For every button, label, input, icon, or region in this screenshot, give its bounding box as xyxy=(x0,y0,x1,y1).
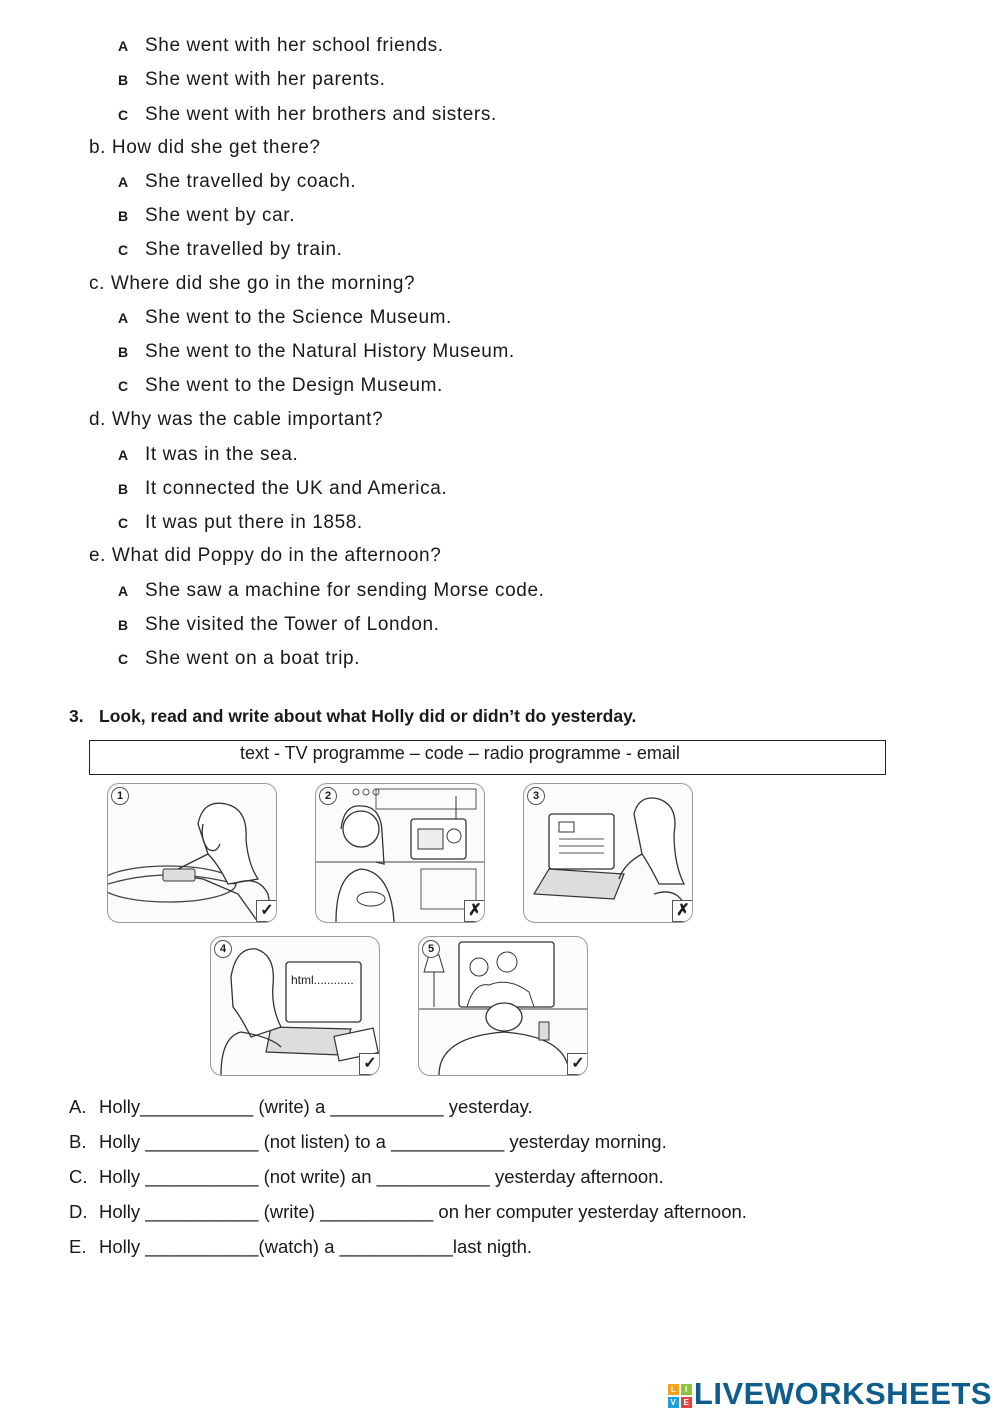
girl-texting-illustration xyxy=(108,784,276,922)
option-text: She travelled by coach. xyxy=(145,171,357,192)
picture-1 xyxy=(107,783,277,923)
option-letter: B xyxy=(118,481,129,497)
sentence-letter: B. xyxy=(69,1131,87,1152)
picture-number: 2 xyxy=(319,787,337,805)
fill-sentence[interactable] xyxy=(69,1166,664,1188)
option-row[interactable] xyxy=(118,648,360,670)
picture-number: 4 xyxy=(214,940,232,958)
check-mark-icon: ✓ xyxy=(256,900,277,922)
option-text: It was put there in 1858. xyxy=(145,512,363,533)
picture-number: 1 xyxy=(111,787,129,805)
logo-icon-tile: L xyxy=(668,1384,679,1395)
option-text: It connected the UK and America. xyxy=(145,478,448,499)
option-row[interactable] xyxy=(118,444,298,466)
fill-sentence[interactable] xyxy=(69,1131,667,1153)
fill-sentence[interactable] xyxy=(69,1201,747,1223)
option-row[interactable] xyxy=(118,104,497,126)
logo-icon-tile: V xyxy=(668,1397,679,1408)
logo-icon xyxy=(668,1384,692,1408)
section-title-text: Look, read and write about what Holly did or didn’t do yesterday. xyxy=(99,706,637,726)
option-letter: A xyxy=(118,174,129,190)
picture-5 xyxy=(418,936,588,1076)
picture-number: 5 xyxy=(422,940,440,958)
question-e: e. What did Poppy do in the afternoon? xyxy=(89,545,442,566)
option-text: She went on a boat trip. xyxy=(145,648,361,669)
option-row[interactable] xyxy=(118,341,515,363)
option-letter: A xyxy=(118,38,129,54)
option-text: She saw a machine for sending Morse code. xyxy=(145,580,545,601)
sentence-text: Holly ___________ (not listen) to a ___________ yesterday morning. xyxy=(99,1131,667,1152)
option-text: She went to the Design Museum. xyxy=(145,375,443,396)
option-row[interactable] xyxy=(118,69,386,91)
question-c: c. Where did she go in the morning? xyxy=(89,273,416,294)
option-letter: A xyxy=(118,583,129,599)
watching-tv-illustration xyxy=(419,937,587,1075)
picture-2 xyxy=(315,783,485,923)
sentence-letter: A. xyxy=(69,1096,87,1117)
section-number: 3. xyxy=(69,706,84,726)
option-row[interactable] xyxy=(118,512,363,534)
fill-sentence[interactable] xyxy=(69,1236,532,1258)
girl-radio-illustration xyxy=(316,784,484,922)
picture-3 xyxy=(523,783,693,923)
option-text: She visited the Tower of London. xyxy=(145,614,440,635)
option-text: She travelled by train. xyxy=(145,239,343,260)
option-text: She went with her school friends. xyxy=(145,35,444,56)
sentence-letter: C. xyxy=(69,1166,88,1187)
logo-icon-tile: E xyxy=(681,1397,692,1408)
option-row[interactable] xyxy=(118,375,443,397)
option-row[interactable] xyxy=(118,239,343,261)
sentence-text: Holly ___________(watch) a ___________last nigth. xyxy=(99,1236,533,1257)
option-row[interactable] xyxy=(118,580,545,602)
sentence-text: Holly ___________ (write) ___________ on her computer yesterday afternoon. xyxy=(99,1201,747,1222)
option-letter: B xyxy=(118,208,129,224)
check-mark-icon: ✓ xyxy=(567,1053,588,1075)
option-letter: C xyxy=(118,651,129,667)
picture-4 xyxy=(210,936,380,1076)
option-letter: C xyxy=(118,515,129,531)
word-bank xyxy=(89,740,886,775)
option-text: She went with her parents. xyxy=(145,69,386,90)
sentence-text: Holly ___________ (not write) an ___________ yesterday afternoon. xyxy=(99,1166,664,1187)
option-letter: C xyxy=(118,378,129,394)
girl-laptop-email-illustration xyxy=(524,784,692,922)
option-text: She went with her brothers and sisters. xyxy=(145,104,497,125)
option-row[interactable] xyxy=(118,614,440,636)
cross-mark-icon: ✗ xyxy=(464,900,485,922)
liveworksheets-logo[interactable] xyxy=(668,1376,992,1412)
option-text: She went to the Natural History Museum. xyxy=(145,341,515,362)
girl-coding-illustration xyxy=(211,937,379,1075)
option-text: It was in the sea. xyxy=(145,444,299,465)
option-text: She went by car. xyxy=(145,205,296,226)
option-row[interactable] xyxy=(118,35,444,57)
question-b: b. How did she get there? xyxy=(89,137,321,158)
option-letter: B xyxy=(118,72,129,88)
screen-text: html............ xyxy=(291,973,354,987)
option-letter: B xyxy=(118,617,129,633)
sentence-text: Holly___________ (write) a ___________ yesterday. xyxy=(99,1096,533,1117)
option-row[interactable] xyxy=(118,478,447,500)
picture-number: 3 xyxy=(527,787,545,805)
option-letter: A xyxy=(118,447,129,463)
option-row[interactable] xyxy=(118,205,295,227)
option-row[interactable] xyxy=(118,307,452,329)
question-d: d. Why was the cable important? xyxy=(89,409,384,430)
option-row[interactable] xyxy=(118,171,356,193)
section-3-title xyxy=(69,706,636,727)
option-letter: C xyxy=(118,107,129,123)
cross-mark-icon: ✗ xyxy=(672,900,693,922)
option-letter: A xyxy=(118,310,129,326)
logo-text: LIVEWORKSHEETS xyxy=(693,1376,992,1411)
fill-sentence[interactable] xyxy=(69,1096,533,1118)
word-bank-text: text - TV programme – code – radio programme - email xyxy=(240,743,680,763)
option-letter: C xyxy=(118,242,129,258)
sentence-letter: D. xyxy=(69,1201,88,1222)
option-text: She went to the Science Museum. xyxy=(145,307,452,328)
option-letter: B xyxy=(118,344,129,360)
check-mark-icon: ✓ xyxy=(359,1053,380,1075)
sentence-letter: E. xyxy=(69,1236,87,1257)
logo-icon-tile: I xyxy=(681,1384,692,1395)
